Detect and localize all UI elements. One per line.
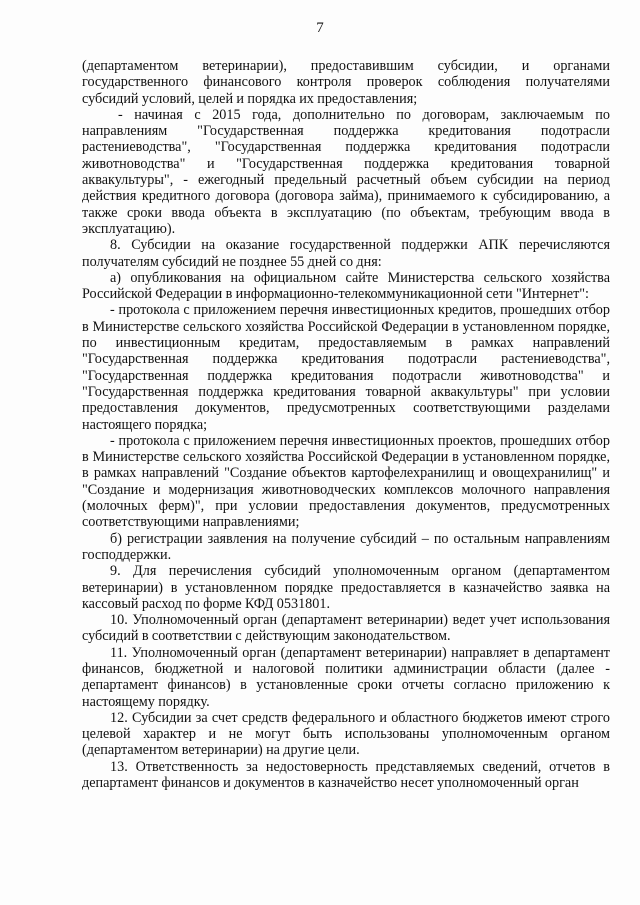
paragraph-clause-13: 13. Ответственность за недостоверность представляемых сведений, отчетов в департамент финансов и документов в казначейство несет уполномоченный орган — [82, 758, 610, 792]
paragraph-clause-11: 11. Уполномоченный орган (департамент ветеринарии) направляет в департамент финансов, бюджетной и налоговой политики администрации области (далее - департамент финансов) в установленные сроки отчеты согласно приложению к настоящему порядку. — [82, 644, 610, 710]
paragraph-dash-credits: - протокола с приложением перечня инвестиционных кредитов, прошедших отбор в Министерстве сельского хозяйства Российской Федерации в установленном порядке, по инвестиционным кредитам, предоставляемым в рамках направлений "Государственная поддержка кредитования подотрасли растениеводства", "Государственная поддержка кредитования подотрасли животноводства" и "Государственная поддержка кредитования товарной аквакультуры" при условии предоставления документов, предусмотренных соответствующими разделами настоящего порядка; — [82, 302, 610, 433]
document-body — [82, 58, 610, 791]
paragraph-dash-projects: - протокола с приложением перечня инвестиционных проектов, прошедших отбор в Министерстве сельского хозяйства Российской Федерации в установленном порядке, в рамках направлений "Создание объектов картофелехранилищ и овощехранилищ" и "Создание и модернизация животноводческих комплексов молочного направления (молочных ферм)", при условии предоставления документов, предусмотренных соответствующими направлениями; — [82, 432, 610, 531]
paragraph-clause-10: 10. Уполномоченный орган (департамент ветеринарии) ведет учет использования субсидий в соответствии с действующим законодательством. — [82, 612, 610, 645]
paragraph-continuation: (департаментом ветеринарии), предоставившим субсидии, и органами государственного финансового контроля проверок соблюдения получателями субсидий условий, целей и порядка их предоставления; — [82, 58, 610, 107]
paragraph-dash-2015: - начиная с 2015 года, дополнительно по договорам, заключаемым по направлениям "Государственная поддержка кредитования подотрасли растениеводства", "Государственная поддержка кредитования подотрасли животноводства" и "Государственная поддержка кредитования товарной аквакультуры", - ежегодный предельный расчетный объем субсидии на период действия кредитного договора (договора займа), принимаемого к субсидированию, а также сроки ввода объекта в эксплуатацию (по объектам, требующим ввода в эксплуатацию). — [82, 106, 610, 237]
paragraph-clause-8a: а) опубликования на официальном сайте Министерства сельского хозяйства Российской Федерации в информационно-телекоммуникационной сети "Интернет": — [82, 269, 610, 303]
paragraph-clause-8: 8. Субсидии на оказание государственной поддержки АПК перечисляются получателям субсидий не позднее 55 дней со дня: — [82, 237, 610, 270]
paragraph-clause-12: 12. Субсидии за счет средств федерального и областного бюджетов имеют строго целевой характер и не могут быть использованы уполномоченным органом (департаментом ветеринарии) на другие цели. — [82, 709, 610, 759]
page-number: 7 — [316, 20, 324, 36]
paragraph-clause-9: 9. Для перечисления субсидий уполномоченным органом (департаментом ветеринарии) в установленном порядке предоставляется в казначейство заявка на кассовый расход по форме КФД 0531801. — [82, 563, 610, 612]
paragraph-clause-8b: б) регистрации заявления на получение субсидий – по остальным направлениям господдержки. — [82, 530, 610, 563]
